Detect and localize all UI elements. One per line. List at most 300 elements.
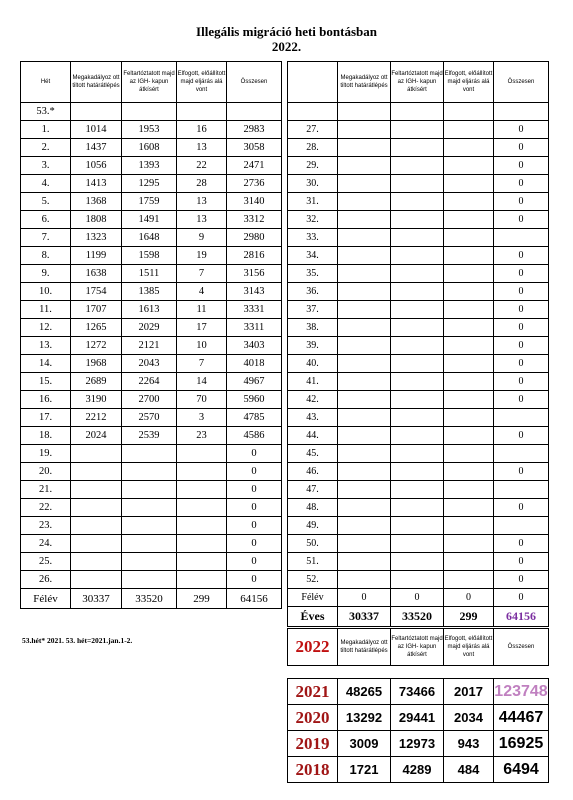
apprehended-cell: 29441: [391, 705, 444, 731]
footer-label: Félév: [21, 589, 71, 609]
week-cell: 1.: [21, 121, 71, 139]
apprehended-cell: [391, 139, 444, 157]
prevented-cell: [71, 445, 122, 463]
caught-cell: [444, 103, 494, 121]
prevented-cell: 1968: [71, 355, 122, 373]
caught-cell: [177, 571, 227, 589]
caught-cell: [444, 229, 494, 247]
prevented-cell: [338, 535, 391, 553]
prevented-cell: [338, 211, 391, 229]
apprehended-cell: 2029: [122, 319, 177, 337]
table-row: [21, 247, 282, 265]
current-year-label: 2022: [288, 629, 338, 666]
week-cell: 8.: [21, 247, 71, 265]
caught-cell: [444, 283, 494, 301]
footer-total: 64156: [227, 589, 282, 609]
prevented-cell: 13292: [338, 705, 391, 731]
total-cell: 0: [494, 571, 549, 589]
prevented-header: Megakadályoz ott tiltott határátlépés: [338, 62, 391, 103]
prevented-cell: [338, 139, 391, 157]
prevented-cell: 1754: [71, 283, 122, 301]
apprehended-cell: [391, 445, 444, 463]
table-row: [21, 103, 282, 121]
total-cell: 3311: [227, 319, 282, 337]
week-cell: 16.: [21, 391, 71, 409]
caught-cell: [444, 301, 494, 319]
apprehended-cell: [391, 373, 444, 391]
caught-cell: 9: [177, 229, 227, 247]
week-cell: 12.: [21, 319, 71, 337]
caught-cell: [444, 373, 494, 391]
total-cell: 0: [494, 193, 549, 211]
caught-cell: [444, 139, 494, 157]
week-cell: 46.: [288, 463, 338, 481]
table-row: [21, 445, 282, 463]
history-row: [288, 731, 549, 757]
week-cell: 39.: [288, 337, 338, 355]
caught-cell: [444, 175, 494, 193]
table-row: [288, 211, 549, 229]
total-cell: 0: [494, 157, 549, 175]
week-cell: 47.: [288, 481, 338, 499]
table-row: [288, 265, 549, 283]
apprehended-cell: [391, 229, 444, 247]
prevented-cell: [71, 499, 122, 517]
annual-prevented: 30337: [338, 607, 391, 627]
caught-cell: [444, 193, 494, 211]
apprehended-cell: [391, 265, 444, 283]
apprehended-cell: [391, 409, 444, 427]
week-cell: 7.: [21, 229, 71, 247]
week-cell: 21.: [21, 481, 71, 499]
footer-apprehended: 33520: [122, 589, 177, 609]
prevented-cell: [338, 463, 391, 481]
prevented-cell: 1272: [71, 337, 122, 355]
caught-cell: [444, 265, 494, 283]
yearly-header-table: [287, 628, 549, 666]
week-cell: 4.: [21, 175, 71, 193]
week-cell: 28.: [288, 139, 338, 157]
table-row: [21, 139, 282, 157]
annual-total: 64156: [494, 607, 549, 627]
total-cell: 0: [227, 535, 282, 553]
apprehended-cell: [391, 427, 444, 445]
caught-header: Elfogott, előállított majd eljárás alá vont: [444, 62, 494, 103]
table-row: [288, 589, 549, 607]
apprehended-cell: [391, 301, 444, 319]
total-cell: 2736: [227, 175, 282, 193]
total-cell: [494, 229, 549, 247]
week-cell: 11.: [21, 301, 71, 319]
prevented-cell: [71, 553, 122, 571]
caught-header: Elfogott, előállított majd eljárás alá vont: [444, 629, 494, 666]
table-row: [288, 535, 549, 553]
table-row: [21, 481, 282, 499]
table-row: [21, 283, 282, 301]
week-cell: 15.: [21, 373, 71, 391]
caught-cell: [444, 157, 494, 175]
prevented-cell: [338, 553, 391, 571]
week-cell: 33.: [288, 229, 338, 247]
page-title: [0, 24, 573, 54]
prevented-cell: [338, 337, 391, 355]
apprehended-cell: [391, 481, 444, 499]
table-row: [21, 301, 282, 319]
week-cell: [288, 103, 338, 121]
table-row: [288, 427, 549, 445]
total-cell: 16925: [494, 731, 549, 757]
total-cell: 0: [494, 175, 549, 193]
right-weekly-table: [287, 61, 549, 627]
total-cell: 0: [494, 265, 549, 283]
prevented-cell: [71, 481, 122, 499]
week-cell: 23.: [21, 517, 71, 535]
prevented-cell: [71, 103, 122, 121]
week-cell: 9.: [21, 265, 71, 283]
prevented-cell: 1265: [71, 319, 122, 337]
week-cell: 37.: [288, 301, 338, 319]
table-row: [288, 193, 549, 211]
caught-cell: [177, 445, 227, 463]
right-header-row: [288, 62, 549, 103]
caught-cell: 13: [177, 211, 227, 229]
total-cell: 0: [494, 211, 549, 229]
table-row: [288, 571, 549, 589]
table-row: [21, 211, 282, 229]
total-cell: 0: [494, 121, 549, 139]
total-cell: 0: [494, 247, 549, 265]
caught-cell: 28: [177, 175, 227, 193]
yearly-history-table: [287, 678, 549, 783]
table-row: [21, 193, 282, 211]
prevented-cell: 1199: [71, 247, 122, 265]
prevented-cell: 0: [338, 589, 391, 607]
apprehended-cell: 1511: [122, 265, 177, 283]
prevented-cell: 3009: [338, 731, 391, 757]
year-cell: 2019: [288, 731, 338, 757]
total-cell: 5960: [227, 391, 282, 409]
caught-cell: [444, 121, 494, 139]
total-cell: 0: [227, 553, 282, 571]
apprehended-cell: [391, 517, 444, 535]
caught-cell: [177, 103, 227, 121]
table-row: [288, 499, 549, 517]
caught-cell: [444, 319, 494, 337]
prevented-cell: [71, 463, 122, 481]
apprehended-cell: [122, 103, 177, 121]
week-cell: 20.: [21, 463, 71, 481]
week-cell: 50.: [288, 535, 338, 553]
week-cell: 53.*: [21, 103, 71, 121]
prevented-cell: [338, 427, 391, 445]
table-row: [288, 481, 549, 499]
prevented-cell: 1368: [71, 193, 122, 211]
week-cell: 43.: [288, 409, 338, 427]
total-cell: 0: [494, 391, 549, 409]
total-cell: 0: [227, 499, 282, 517]
total-header: Összesen: [494, 629, 549, 666]
total-cell: [227, 103, 282, 121]
caught-cell: [177, 535, 227, 553]
prevented-cell: 1437: [71, 139, 122, 157]
history-row: [288, 757, 549, 783]
week-cell: 38.: [288, 319, 338, 337]
prevented-cell: [338, 193, 391, 211]
apprehended-header: Feltartóztatott majd az IGH- kapun átkísért: [391, 629, 444, 666]
caught-cell: [444, 445, 494, 463]
caught-cell: [444, 571, 494, 589]
caught-cell: 10: [177, 337, 227, 355]
caught-cell: [444, 517, 494, 535]
table-row: [21, 553, 282, 571]
total-cell: 0: [494, 373, 549, 391]
total-cell: 0: [494, 535, 549, 553]
caught-cell: 943: [444, 731, 494, 757]
week-cell: 52.: [288, 571, 338, 589]
week-cell: 31.: [288, 193, 338, 211]
total-cell: [494, 409, 549, 427]
caught-header: Elfogott, előállított majd eljárás alá vont: [177, 62, 227, 103]
apprehended-cell: [391, 103, 444, 121]
left-header-row: [21, 62, 282, 103]
apprehended-cell: [122, 481, 177, 499]
apprehended-cell: 1385: [122, 283, 177, 301]
week-cell: 13.: [21, 337, 71, 355]
annual-footer-row: [288, 607, 549, 627]
total-cell: 0: [227, 463, 282, 481]
total-cell: 3403: [227, 337, 282, 355]
apprehended-header: Feltartóztatott majd az IGH- kapun átkísért: [391, 62, 444, 103]
week-cell: 41.: [288, 373, 338, 391]
caught-cell: 13: [177, 193, 227, 211]
apprehended-cell: [122, 517, 177, 535]
week-cell: 26.: [21, 571, 71, 589]
total-cell: 0: [494, 427, 549, 445]
week-cell: 25.: [21, 553, 71, 571]
table-row: [21, 409, 282, 427]
table-row: [21, 337, 282, 355]
total-cell: 0: [227, 517, 282, 535]
total-cell: 44467: [494, 705, 549, 731]
prevented-cell: 48265: [338, 679, 391, 705]
prevented-cell: [338, 229, 391, 247]
total-cell: 0: [227, 445, 282, 463]
caught-cell: [177, 517, 227, 535]
table-row: [288, 391, 549, 409]
total-cell: 4785: [227, 409, 282, 427]
apprehended-cell: [391, 553, 444, 571]
caught-cell: [444, 391, 494, 409]
prevented-cell: [338, 499, 391, 517]
apprehended-header: Feltartóztatott majd az IGH- kapun átkísért: [122, 62, 177, 103]
apprehended-cell: [391, 355, 444, 373]
total-cell: 0: [494, 553, 549, 571]
table-row: [288, 121, 549, 139]
week-cell: 24.: [21, 535, 71, 553]
apprehended-cell: [122, 535, 177, 553]
apprehended-cell: 73466: [391, 679, 444, 705]
apprehended-cell: [391, 535, 444, 553]
apprehended-cell: [122, 571, 177, 589]
table-row: [21, 355, 282, 373]
week-cell: 18.: [21, 427, 71, 445]
caught-cell: 13: [177, 139, 227, 157]
total-cell: 3140: [227, 193, 282, 211]
week-cell: 17.: [21, 409, 71, 427]
table-row: [21, 571, 282, 589]
prevented-cell: 2689: [71, 373, 122, 391]
apprehended-cell: [391, 157, 444, 175]
apprehended-cell: 0: [391, 589, 444, 607]
table-row: [288, 103, 549, 121]
prevented-cell: 2212: [71, 409, 122, 427]
prevented-cell: [338, 481, 391, 499]
prevented-cell: [338, 247, 391, 265]
table-row: [288, 229, 549, 247]
table-row: [21, 157, 282, 175]
caught-cell: [177, 481, 227, 499]
week-cell: 32.: [288, 211, 338, 229]
total-cell: 3312: [227, 211, 282, 229]
prevented-cell: [338, 157, 391, 175]
prevented-cell: [71, 571, 122, 589]
table-row: [21, 265, 282, 283]
total-cell: 2980: [227, 229, 282, 247]
total-cell: 0: [227, 481, 282, 499]
table-row: [288, 553, 549, 571]
apprehended-cell: [122, 553, 177, 571]
apprehended-cell: 1608: [122, 139, 177, 157]
table-row: [288, 301, 549, 319]
caught-cell: 3: [177, 409, 227, 427]
table-row: [21, 175, 282, 193]
week-cell: 10.: [21, 283, 71, 301]
caught-cell: [444, 409, 494, 427]
prevented-cell: [338, 121, 391, 139]
total-cell: 0: [494, 283, 549, 301]
caught-cell: 4: [177, 283, 227, 301]
week-cell: 44.: [288, 427, 338, 445]
caught-cell: [177, 463, 227, 481]
prevented-cell: 1707: [71, 301, 122, 319]
total-header: Összesen: [227, 62, 282, 103]
caught-cell: 17: [177, 319, 227, 337]
week-cell: 34.: [288, 247, 338, 265]
history-row: [288, 705, 549, 731]
week-cell: Félév: [288, 589, 338, 607]
week-cell: 42.: [288, 391, 338, 409]
apprehended-cell: [122, 463, 177, 481]
apprehended-cell: [391, 571, 444, 589]
total-cell: 4018: [227, 355, 282, 373]
week-cell: 49.: [288, 517, 338, 535]
left-footer-row: [21, 589, 282, 609]
table-row: [288, 175, 549, 193]
week-cell: 30.: [288, 175, 338, 193]
caught-cell: 19: [177, 247, 227, 265]
apprehended-cell: 2539: [122, 427, 177, 445]
table-row: [288, 373, 549, 391]
total-cell: 0: [494, 337, 549, 355]
apprehended-cell: [391, 121, 444, 139]
total-cell: 4586: [227, 427, 282, 445]
week-header-empty: [288, 62, 338, 103]
week-cell: 45.: [288, 445, 338, 463]
prevented-cell: 1323: [71, 229, 122, 247]
total-cell: 0: [494, 499, 549, 517]
apprehended-cell: [122, 445, 177, 463]
prevented-cell: 1413: [71, 175, 122, 193]
prevented-cell: [338, 283, 391, 301]
total-cell: 3156: [227, 265, 282, 283]
apprehended-cell: [391, 211, 444, 229]
caught-cell: 14: [177, 373, 227, 391]
footnote: 53.hét* 2021. 53. hét=2021.jan.1-2.: [22, 636, 133, 645]
apprehended-cell: 1393: [122, 157, 177, 175]
table-row: [21, 427, 282, 445]
table-row: [288, 139, 549, 157]
caught-cell: [444, 535, 494, 553]
total-cell: 0: [227, 571, 282, 589]
total-header: Összesen: [494, 62, 549, 103]
table-row: [288, 463, 549, 481]
prevented-cell: 1056: [71, 157, 122, 175]
total-cell: 6494: [494, 757, 549, 783]
prevented-cell: [71, 535, 122, 553]
total-cell: 0: [494, 463, 549, 481]
prevented-cell: [338, 175, 391, 193]
week-cell: 6.: [21, 211, 71, 229]
total-cell: [494, 445, 549, 463]
week-header: Hét: [21, 62, 71, 103]
week-cell: 3.: [21, 157, 71, 175]
prevented-cell: 3190: [71, 391, 122, 409]
prevented-cell: [338, 103, 391, 121]
caught-cell: [444, 337, 494, 355]
table-row: [21, 463, 282, 481]
title-line-1: Illegális migráció heti bontásban: [196, 24, 377, 39]
table-row: [288, 319, 549, 337]
table-row: [288, 337, 549, 355]
total-cell: 3331: [227, 301, 282, 319]
apprehended-cell: [391, 499, 444, 517]
history-body: [288, 679, 549, 783]
prevented-cell: [71, 517, 122, 535]
table-row: [21, 229, 282, 247]
caught-cell: [177, 499, 227, 517]
caught-cell: 7: [177, 355, 227, 373]
apprehended-cell: 2570: [122, 409, 177, 427]
apprehended-cell: [391, 175, 444, 193]
apprehended-cell: 1613: [122, 301, 177, 319]
week-cell: 40.: [288, 355, 338, 373]
apprehended-cell: 1759: [122, 193, 177, 211]
apprehended-cell: [122, 499, 177, 517]
caught-cell: 2017: [444, 679, 494, 705]
title-line-2: 2022.: [271, 39, 302, 54]
table-row: [288, 283, 549, 301]
total-cell: 3143: [227, 283, 282, 301]
apprehended-cell: [391, 463, 444, 481]
table-row: [21, 517, 282, 535]
annual-label: Éves: [288, 607, 338, 627]
annual-caught: 299: [444, 607, 494, 627]
prevented-header: Megakadályoz ott tiltott határátlépés: [338, 629, 391, 666]
caught-cell: 70: [177, 391, 227, 409]
prevented-cell: [338, 391, 391, 409]
total-cell: 0: [494, 319, 549, 337]
apprehended-cell: 1648: [122, 229, 177, 247]
